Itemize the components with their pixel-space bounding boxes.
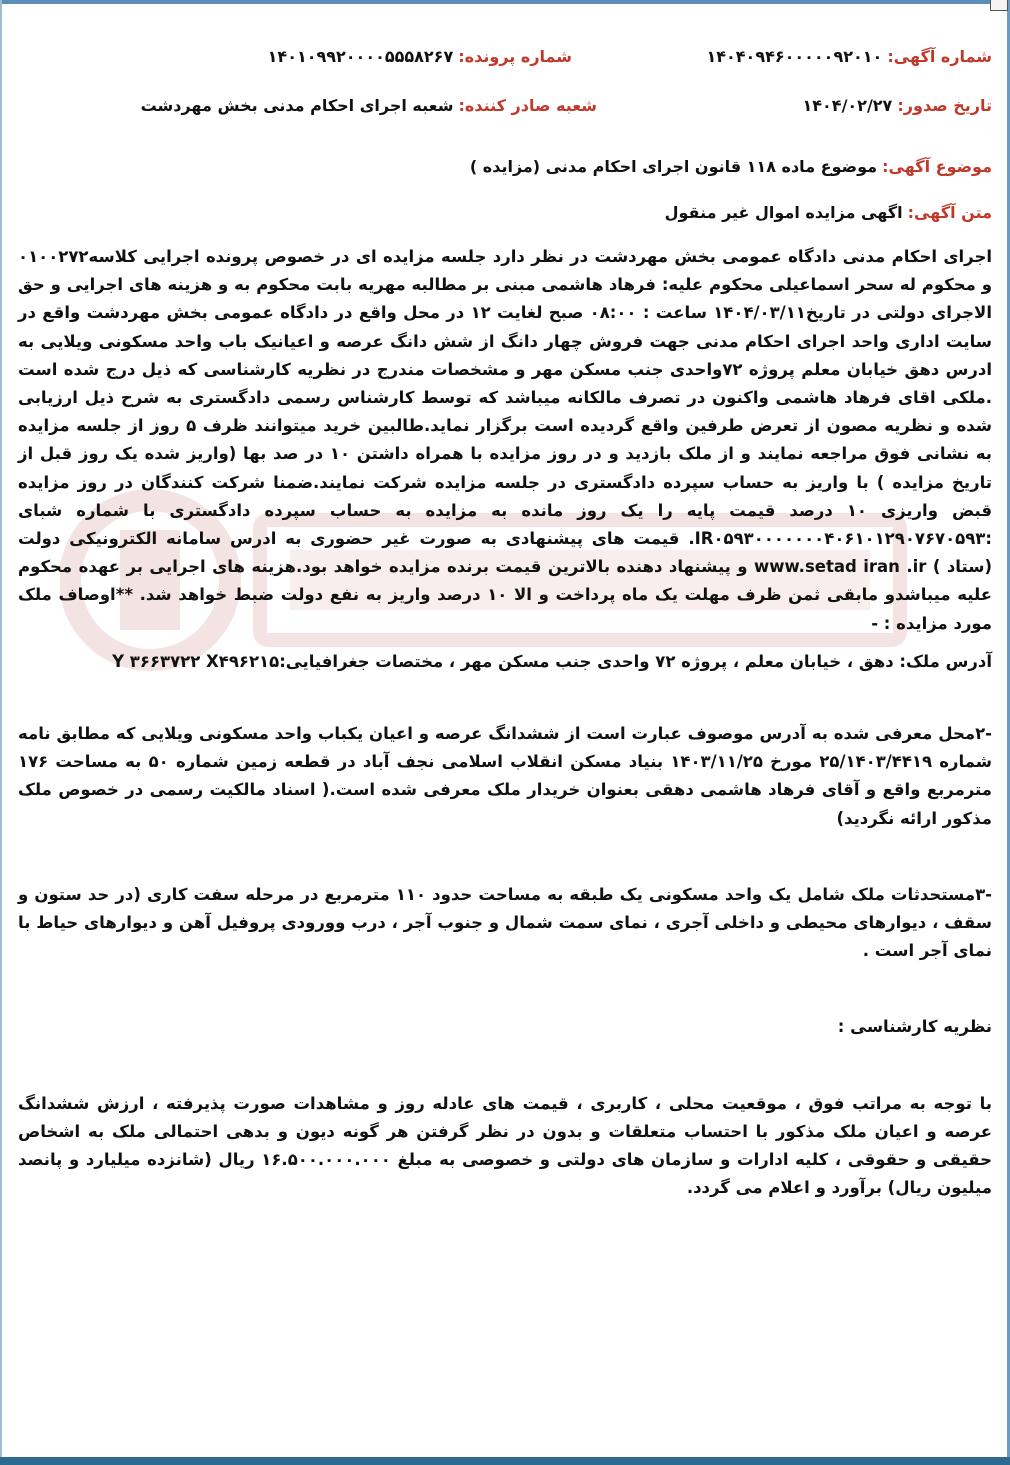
window-left-border: [0, 0, 2, 1465]
issue-date: ۱۴۰۴/۰۲/۲۷: [802, 96, 893, 115]
subject-label: موضوع آگهی:: [882, 157, 992, 176]
issuer-label: شعبه صادر کننده:: [458, 96, 597, 115]
paragraph-main: اجرای احکام مدنی دادگاه عمومی بخش مهردشت در نظر دارد جلسه مزایده ای در خصوص پرونده اجرایی کلاسه۰۱۰۰۲۷۲ و محکوم له سحر اسماعیلی محکوم علیه: فرهاد هاشمی مبنی بر مطالبه مهریه بابت محکوم به و هزینه های اجرایی و حق الاجرای دولتی در تاریخ۱۴۰۴/۰۳/۱۱ ساعت : ۰۸:۰۰ صبح لغایت ۱۲ در محل واقع در دادگاه عمومی بخش مهردشت واقع در سایت اداری واحد اجرای احکام مدنی جهت فروش چهار دانگ از شش دانگ عرصه و اعیانیک باب واحد مسکونی ویلایی به ادرس دهق خیابان معلم پروژه ۷۲واحدی جنب مسکن مهر و مشخصات مندرج در نظریه کارشناسی که ذیل درج شده است .ملکی اقای فرهاد هاشمی واکنون در تصرف مالکانه میباشد که توسط کارشناس رسمی دادگستری به شرح ذیل ارزیابی شده و نظریه مصون از تعرض طرفین واقع گردیده است برگزار نماید.طالبین خرید میتوانند ظرف ۵ روز از جلسه مزایده به نشانی فوق مراجعه نمایند و از ملک بازدید و در روز مزایده با همراه داشتن ۱۰ در صد بها (واریز شده یک روز قبل از تاریخ مزایده ) با واریز به حساب سپرده دادگستری در جلسه مزایده شرکت نمایند.ضمنا شرکت کنندگان در روز مزایده قبض واریزی ۱۰ درصد قیمت پایه را یک روز مانده به مزایده به حساب سپرده دادگستری با شماره شبای :IR۰۵۹۳۰۰۰۰۰۰۰۴۰۶۱۰۱۲۹۰۷۶۷۰۵۹۳. قیمت های پیشنهادی به صورت غیر حضوری به ادرس سامانه الکترونیکی دولت (ستاد ) www.setad iran .ir و پیشنهاد دهنده بالاترین قیمت برنده مزایده خواهد بود.هزینه های اجرایی بر عهده محکوم علیه میباشدو مابقی ثمن ظرف مهلت یک ماه پرداخت و الا ۱۰ درصد واریز به نفع دولت ضبط خواهد شد. **اوصاف ملک مورد مزایده : -: [18, 247, 993, 633]
paragraph-address: آدرس ملک: دهق ، خیابان معلم ، پروژه ۷۲ واحدی جنب مسکن مهر ، مختصات جغرافیایی:Y ۳۶۶۳۷۲۲ X۴۹۶۲۱۵: [112, 651, 992, 671]
issue-date-row: [803, 96, 993, 115]
paragraph-property-description: -۲محل معرفی شده به آدرس موصوف عبارت است از ششدانگ عرصه و اعیان یکباب واحد مسکونی ویلایی که مطابق نامه شماره ۲۵/۱۴۰۳/۴۴۱۹ مورخ ۱۴۰۳/۱۱/۲۵ بنیاد مسکن انقلاب اسلامی نجف آباد در قطعه زمین شماره ۵۰ به مساحت ۱۷۶ مترمربع واقع و آقای فرهاد هاشمی دهقی بعنوان خریدار ملک معرفی شده است.( اسناد مالکیت رسمی در خصوص ملک مذکور ارائه نگردید): [18, 724, 993, 828]
subject: موضوع ماده ۱۱۸ قانون اجرای احکام مدنی (مزایده ): [469, 157, 878, 176]
window-bottom-border: [0, 1457, 1010, 1465]
issue-date-label: تاریخ صدور:: [897, 96, 992, 115]
paragraph-expert-opinion: با توجه به مراتب فوق ، موقعیت محلی ، کاربری ، قیمت های عادله روز و مشاهدات صورت پذیرفته ، ارزش ششدانگ عرصه و اعیان ملک مذکور با احتساب متعلقات و بدون در نظر گرفتن هر گونه دیون و بدهی احتمالی ملک به اشخاص حقیقی و حقوقی ، کلیه ادارات و سازمان های دولتی و خصوصی به مبلغ ۱۶.۵۰۰.۰۰۰.۰۰۰ ریال (شانزده میلیارد و پانصد میلیون ریال) برآورد و اعلام می گردد.: [18, 1093, 992, 1198]
subject-row: [470, 157, 992, 176]
paragraph-expert-opinion-title: نظریه کارشناسی :: [837, 1017, 992, 1037]
paragraph-building-details: -۳مستحدثات ملک شامل یک واحد مسکونی یک طبقه به مساحت حدود ۱۱۰ مترمربع در مرحله سفت کاری (در حد ستون و سقف ، دیوارهای محیطی و داخلی آجری ، نمای سمت شمال و جنوب آجر ، درب وورودی پروفیل آهن و دیوارهای حیاط با نمای آجر است .: [18, 884, 993, 961]
window-corner-button[interactable]: [990, 0, 1008, 11]
notice-body: [18, 243, 992, 1202]
issuer: شعبه اجرای احکام مدنی بخش مهردشت: [140, 96, 454, 115]
notice-number: ۱۴۰۴۰۹۴۶۰۰۰۰۰۹۲۰۱۰: [706, 47, 883, 66]
case-number-row: [268, 47, 572, 66]
window-top-border: [0, 0, 1010, 4]
case-number-label: شماره پرونده:: [458, 47, 572, 66]
notice-number-label: شماره آگهی:: [887, 47, 992, 66]
text-title: اگهی مزایده اموال غیر منقول: [664, 203, 903, 222]
text-title-row: [665, 203, 992, 222]
text-label: متن آگهی:: [907, 203, 992, 222]
issuer-row: [141, 96, 597, 115]
case-number: ۱۴۰۱۰۹۹۲۰۰۰۰۵۵۵۸۲۶۷: [267, 47, 454, 66]
notice-number-row: [706, 47, 992, 66]
